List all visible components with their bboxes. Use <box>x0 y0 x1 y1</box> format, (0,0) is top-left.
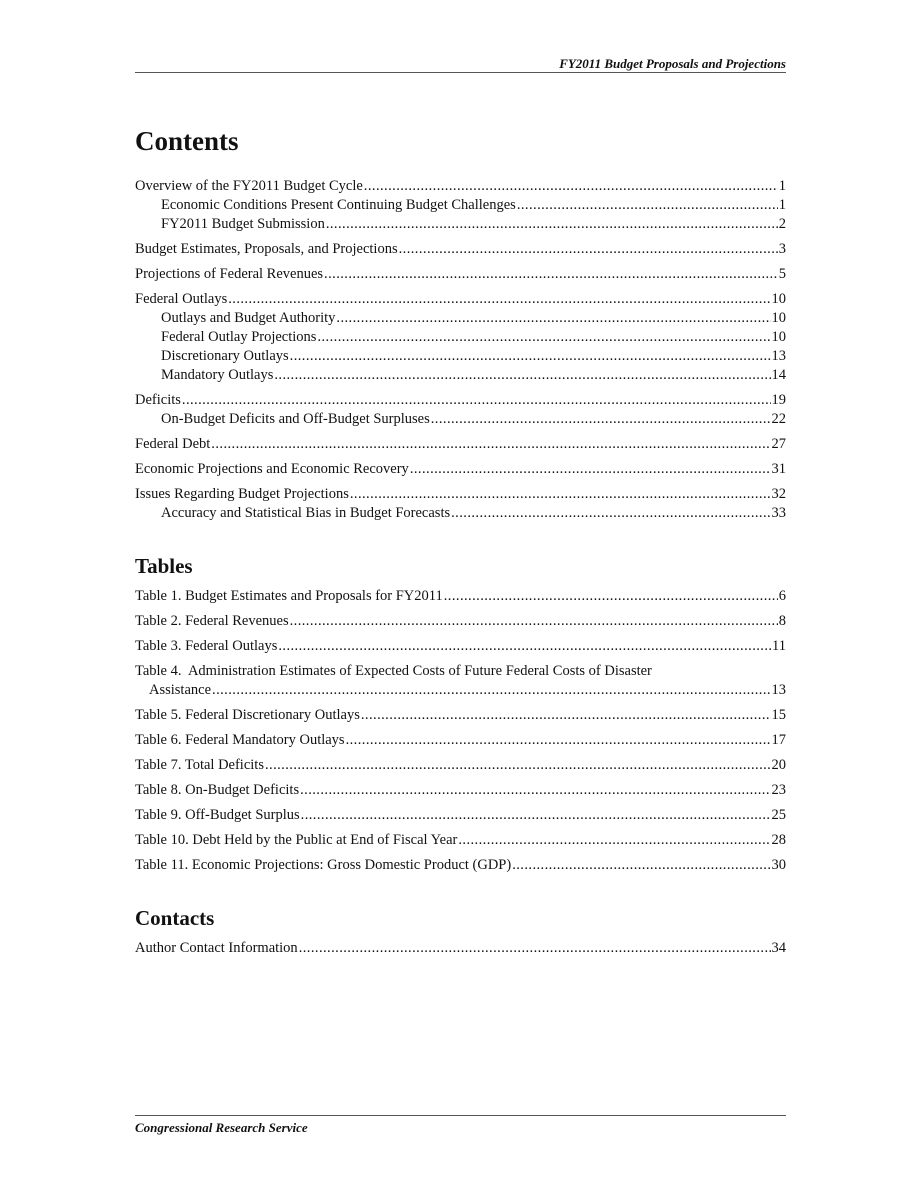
toc-subentry[interactable]: Federal Outlay Projections . . . 10 <box>135 328 786 347</box>
table-list-entry-text: Table 4. Administration Estimates of Expected Costs of Future Federal Costs of Disaster <box>135 663 652 679</box>
toc-subentry[interactable]: On-Budget Deficits and Off-Budget Surpluses . . . 22 <box>135 410 786 429</box>
toc-subentry[interactable]: Mandatory Outlays . . . 14 <box>135 366 786 385</box>
table-list-entry[interactable]: Table 8. On-Budget Deficits . . . 23 <box>135 781 786 800</box>
table-list-entry[interactable]: Table 9. Off-Budget Surplus . . . 25 <box>135 806 786 825</box>
toc-entry[interactable]: Economic Projections and Economic Recovery . . . 31 <box>135 460 786 479</box>
contents-list <box>135 177 786 523</box>
toc-entry[interactable]: Federal Debt . . . 27 <box>135 435 786 454</box>
table-list-entry[interactable]: Table 4. Administration Estimates of Expected Costs of Future Federal Costs of Disaster Assistance . . . 13 <box>135 662 786 700</box>
running-footer: Congressional Research Service <box>135 1120 308 1135</box>
toc-entry[interactable]: Federal Outlays . . . 10 <box>135 290 786 309</box>
contacts-heading: Contacts <box>135 906 215 930</box>
table-list-entry[interactable]: Table 2. Federal Revenues . . . 8 <box>135 612 786 631</box>
contact-list-entry[interactable]: Author Contact Information . . . 34 <box>135 939 786 958</box>
contents-heading: Contents <box>135 126 239 156</box>
toc-entry[interactable]: Projections of Federal Revenues . . . 5 <box>135 265 786 284</box>
table-list-entry[interactable]: Table 3. Federal Outlays . . . 11 <box>135 637 786 656</box>
toc-entry[interactable]: Issues Regarding Budget Projections . . . 32 <box>135 485 786 504</box>
toc-subentry[interactable]: Outlays and Budget Authority . . . 10 <box>135 309 786 328</box>
table-list-entry[interactable]: Table 6. Federal Mandatory Outlays . . . 17 <box>135 731 786 750</box>
table-of-contents <box>135 124 786 958</box>
table-list-entry[interactable]: Table 10. Debt Held by the Public at End of Fiscal Year . . . 28 <box>135 831 786 850</box>
toc-entry[interactable]: Deficits . . . 19 <box>135 391 786 410</box>
toc-entry[interactable]: Budget Estimates, Proposals, and Projections . . . 3 <box>135 240 786 259</box>
header-rule <box>135 72 786 73</box>
table-list-entry[interactable]: Table 7. Total Deficits . . . 20 <box>135 756 786 775</box>
toc-entry[interactable]: Overview of the FY2011 Budget Cycle . . . 1 <box>135 177 786 196</box>
table-list-entry[interactable]: Table 1. Budget Estimates and Proposals for FY2011 . . . 6 <box>135 587 786 606</box>
table-list-entry[interactable]: Table 11. Economic Projections: Gross Domestic Product (GDP) . . . 30 <box>135 856 786 875</box>
tables-list <box>135 587 786 875</box>
contacts-list <box>135 939 786 958</box>
toc-subentry[interactable]: Accuracy and Statistical Bias in Budget Forecasts . . . 33 <box>135 504 786 523</box>
footer-rule <box>135 1115 786 1116</box>
toc-subentry[interactable]: FY2011 Budget Submission . . . 2 <box>135 215 786 234</box>
table-list-entry[interactable]: Table 5. Federal Discretionary Outlays . . . 15 <box>135 706 786 725</box>
toc-subentry[interactable]: Discretionary Outlays . . . 13 <box>135 347 786 366</box>
running-header: FY2011 Budget Proposals and Projections <box>559 56 786 71</box>
toc-subentry[interactable]: Economic Conditions Present Continuing Budget Challenges . . . 1 <box>135 196 786 215</box>
tables-heading: Tables <box>135 554 193 578</box>
